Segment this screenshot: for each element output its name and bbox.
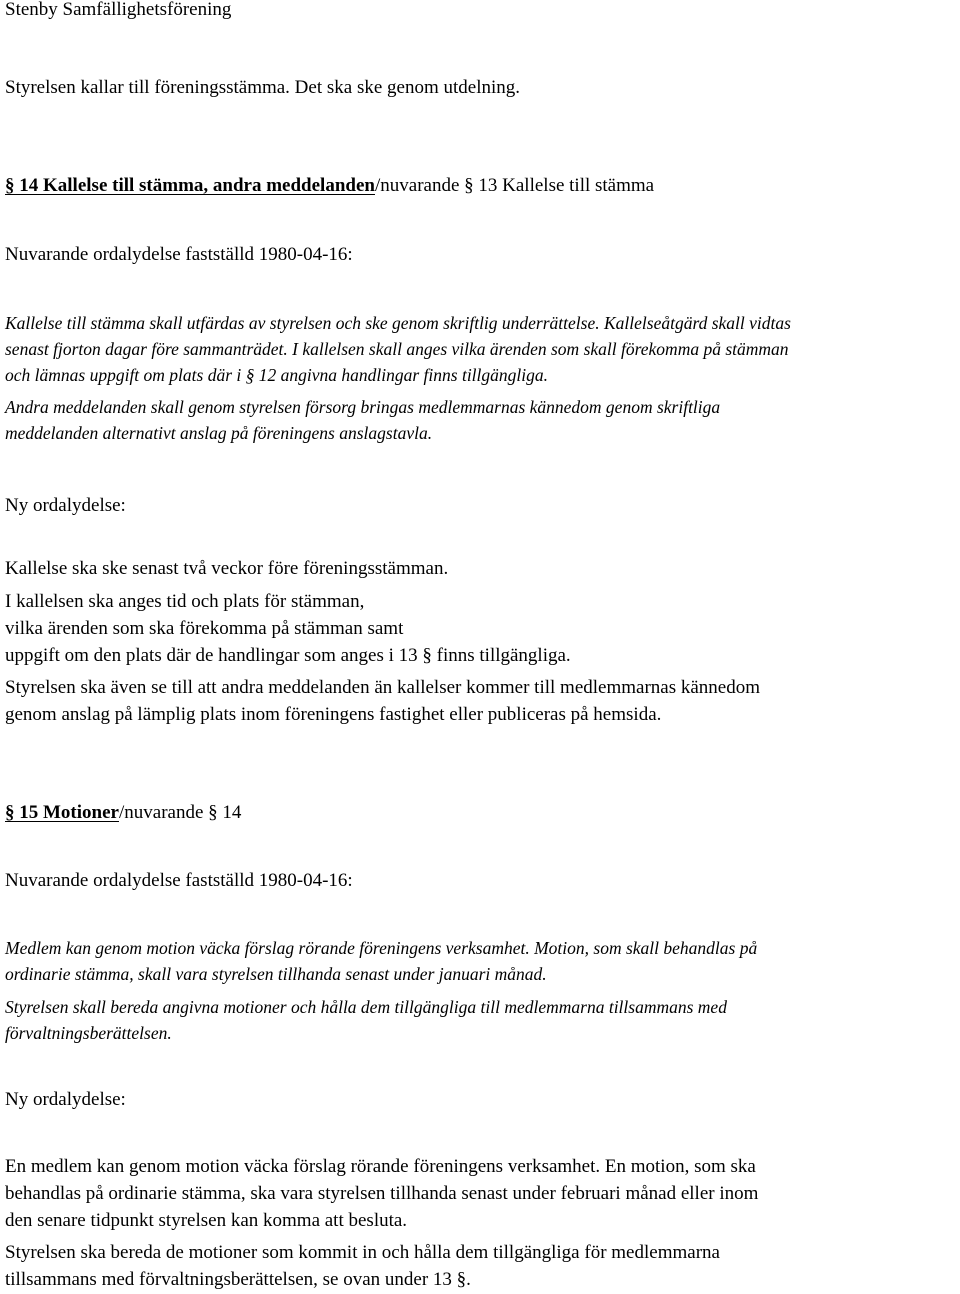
section-14-new-label: Ny ordalydelse: [5, 495, 126, 516]
section-15-heading [5, 801, 241, 825]
organization-name: Stenby Samfällighetsförening [5, 0, 232, 20]
section-14-heading [5, 174, 654, 198]
section-15-current-text-line: Styrelsen skall bereda angivna motioner och hålla dem tillgängliga till medlemmarna tillsammans med [5, 997, 727, 1017]
section-14-new-text-line: uppgift om den plats där de handlingar som anges i 13 § finns tillgängliga. [5, 645, 571, 666]
section-15-current-text-line: förvaltningsberättelsen. [5, 1023, 172, 1043]
section-15-new-text-line: den senare tidpunkt styrelsen kan komma att besluta. [5, 1210, 408, 1231]
section-15-current-text-line: Medlem kan genom motion väcka förslag rörande föreningens verksamhet. Motion, som skall behandlas på [5, 938, 758, 958]
section-14-current-text-line: Andra meddelanden skall genom styrelsen försorg bringas medlemmarnas kännedom genom skriftliga [5, 397, 721, 417]
section-15-new-text-line: behandlas på ordinarie stämma, ska vara styrelsen tillhanda senast under februari månad eller inom [5, 1183, 759, 1204]
section-14-new-text-line: I kallelsen ska anges tid och plats för stämman, [5, 591, 365, 612]
section-14-current-label: Nuvarande ordalydelse fastställd 1980-04-16: [5, 244, 353, 265]
section-15-new-label: Ny ordalydelse: [5, 1089, 126, 1110]
section-15-current-text-line: ordinarie stämma, skall vara styrelsen tillhanda senast under januari månad. [5, 964, 547, 984]
intro-text: Styrelsen kallar till föreningsstämma. Det ska ske genom utdelning. [5, 77, 521, 98]
section-15-new-text-line: En medlem kan genom motion väcka förslag rörande föreningens verksamhet. En motion, som ska [5, 1156, 756, 1177]
section-14-current-text-line: meddelanden alternativt anslag på föreningens anslagstavla. [5, 423, 433, 443]
section-15-current-ref: /nuvarande § 14 [118, 802, 242, 823]
section-15-new-text-line: Styrelsen ska bereda de motioner som kommit in och hålla dem tillgängliga för medlemmarna [5, 1242, 720, 1263]
section-14-current-ref: /nuvarande § 13 Kallelse till stämma [374, 175, 655, 196]
section-14-new-text-line: vilka ärenden som ska förekomma på stämman samt [5, 618, 404, 639]
section-14-current-text-line: Kallelse till stämma skall utfärdas av styrelsen och ske genom skriftlig underrättelse. Kallelseåtgärd skall vidtas [5, 313, 791, 333]
section-14-title: § 14 Kallelse till stämma, andra meddelanden [5, 175, 375, 196]
section-15-current-label: Nuvarande ordalydelse fastställd 1980-04-16: [5, 870, 353, 891]
section-14-current-text-line: och lämnas uppgift om plats där i § 12 angivna handlingar finns tillgängliga. [5, 365, 549, 385]
section-15-title: § 15 Motioner [5, 802, 119, 823]
section-14-new-text-line: genom anslag på lämplig plats inom föreningens fastighet eller publiceras på hemsida. [5, 704, 662, 725]
section-15-new-text-line: tillsammans med förvaltningsberättelsen, se ovan under 13 §. [5, 1269, 471, 1290]
section-14-new-text-line: Styrelsen ska även se till att andra meddelanden än kallelser kommer till medlemmarnas kännedom [5, 677, 761, 698]
section-14-new-text-line: Kallelse ska ske senast två veckor före föreningsstämman. [5, 558, 449, 579]
section-14-current-text-line: senast fjorton dagar före sammanträdet. I kallelsen skall anges vilka ärenden som skall förekomma på stämman [5, 339, 789, 359]
